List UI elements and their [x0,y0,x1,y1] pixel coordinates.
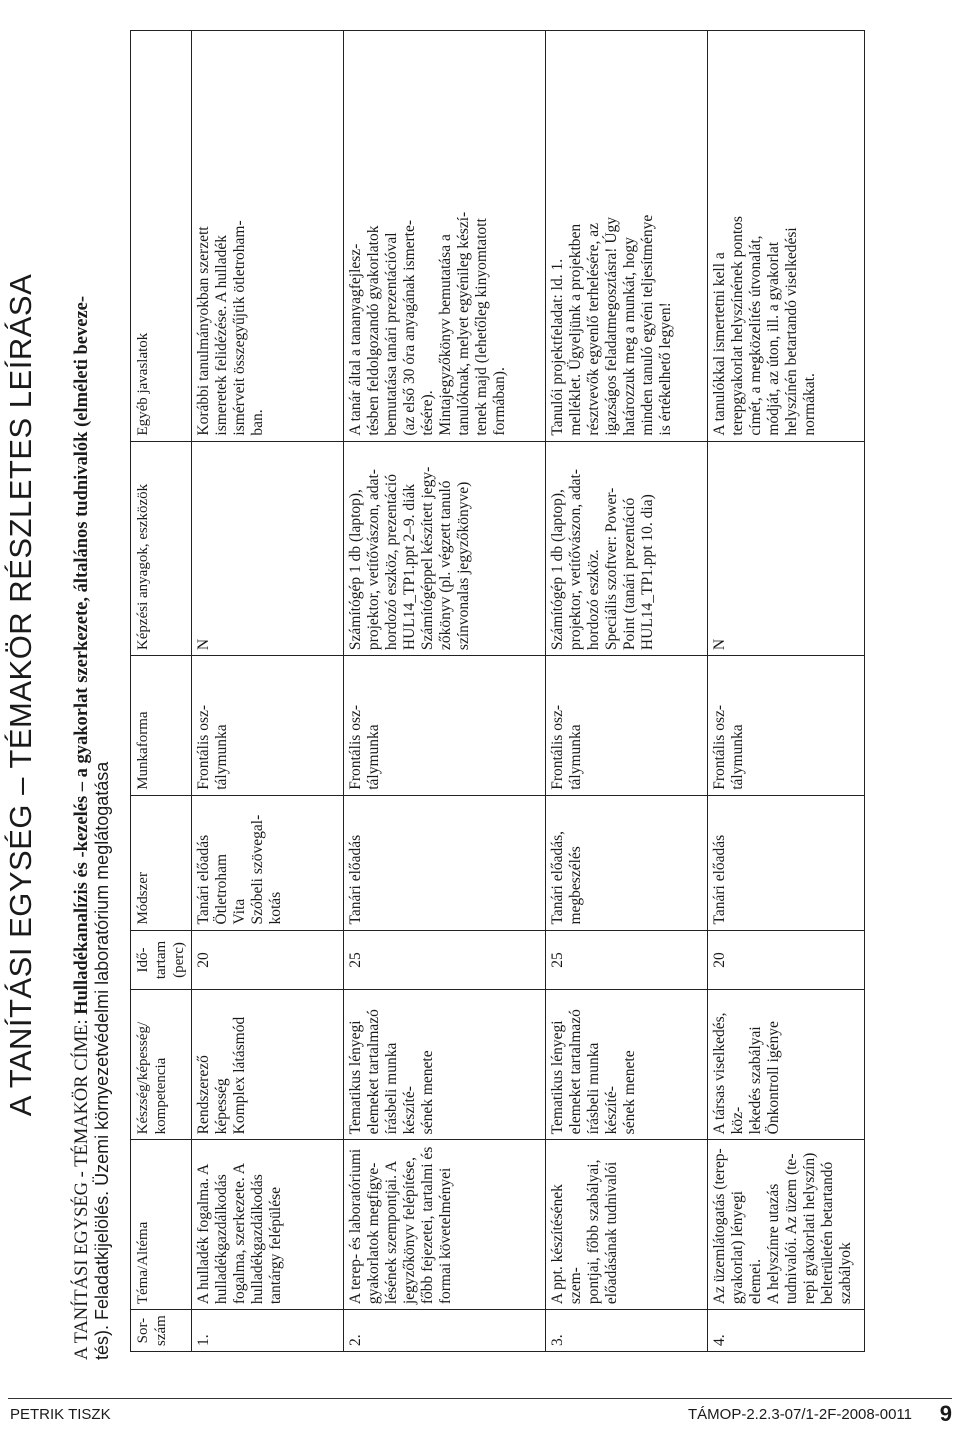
cell-line: projektor, vetítővászon, adat- [567,469,584,651]
cell-line: Módszer [135,872,151,925]
cell-line: Speciális szoftver: Power- [603,487,620,651]
cell-line: melléklet. Ügyeljünk a projektben [567,223,584,436]
cell-line: írásbeli munka készíté- [585,1042,620,1135]
cell-line: Tanulói projektfeladat: ld. 1. [549,258,566,436]
cell-line: A tanulókkal ismertetni kell a [711,252,728,436]
cell-line: Készség/képesség/ [135,1021,151,1135]
cell-line: tanulóknak, melyet egyénileg készí- [455,211,472,436]
cell-line: elemeket tartalmazó [567,1009,584,1135]
row-skill [192,990,344,1140]
cell-line: hulladékgazdálkodás [213,1174,230,1305]
lesson-table [130,30,865,1352]
cell-line: pontjai, főbb szabályai, [585,1159,602,1305]
cell-line: tenek majd (lehetőleg kinyomtatott [473,218,490,436]
row-topic [344,1140,546,1310]
cell-line: Számítógéppel készített jegy- [419,466,436,651]
table-header-row [131,31,192,1352]
cell-line: repi gyakorlati helyszín) [801,1152,818,1305]
table-row [192,31,344,1352]
row-topic [546,1140,708,1310]
cell-line: HUL14_TP1.ppt 2–9. diák [401,483,418,651]
cell-line: címét, a megközelítés útvonalát, [747,235,764,436]
row-number: 1. [192,1310,344,1352]
header-notes [131,31,192,442]
row-materials [546,441,708,655]
cell-line: tésére). [419,390,436,436]
cell-line: Számítógép 1 db (laptop), [549,489,566,651]
cell-line: A társas viselkedés, köz- [711,1012,746,1135]
cell-line: Frontális osz- [549,704,566,790]
cell-line: hordozó eszköz. [585,549,602,651]
row-duration: 20 [192,930,344,990]
page-title: A TANÍTÁSI EGYSÉG – TÉMAKÖR RÉSZLETES LEÍRÁSA [3,273,38,1117]
header-method [131,795,192,930]
cell-line: Képzési anyagok, eszközök [135,483,151,651]
cell-line: színvonalas jegyzőkönyve) [455,481,472,651]
cell-line: határozzuk meg a munkát, hogy [621,237,638,436]
cell-line: Korábbi tanulmányokban szerzett [195,226,212,436]
cell-line: tantárgy felépülése [267,1186,284,1305]
cell-line: belterületén betartandó [819,1161,836,1305]
cell-line: sének menete [419,1050,436,1135]
cell-line: tálymunka [213,724,230,790]
row-notes [708,31,865,442]
cell-line: Idő- [135,947,151,973]
cell-line: elemeket tartalmazó [365,1009,382,1135]
cell-line: Frontális osz- [711,704,728,790]
cell-line: ismérveit összegyűjtik ötletroham- [231,220,248,436]
cell-line: tudnivalói. Az üzem (te- [783,1153,800,1305]
cell-line: Tematikus lényegi [347,1020,364,1135]
cell-line: Komplex látásmód [231,1016,248,1135]
subtitle-prefix: A TANÍTÁSI EGYSÉG - TÉMAKÖR CÍME: [72,1014,92,1360]
cell-line: bemutatása tanári prezentációval [383,232,400,436]
cell-line: tésben feldolgozandó gyakorlatok [365,225,382,436]
table-row [708,31,865,1352]
cell-line: Mintajegyzőkönyv bemutatása a [437,234,454,436]
cell-line: N [711,638,728,651]
cell-line: tálymunka [365,724,382,790]
row-skill [344,990,546,1140]
cell-line: minden tanuló egyéni teljesítménye [639,214,656,436]
subtitle-line-1 [72,65,92,1360]
cell-line: helyszínén betartandó viselkedési [783,227,800,436]
cell-line: Az üzemlátogatás (terep- [711,1148,728,1305]
cell-line: Rendszerező képesség [195,1055,230,1135]
row-form [708,656,865,796]
cell-line: Tanári előadás [347,834,364,925]
row-notes [546,31,708,442]
cell-line: Tanári előadás [711,834,728,925]
cell-line: szabályok [837,1242,854,1305]
cell-line: zőkönyv (pl. végzett tanuló [437,480,454,651]
cell-line: hulladékgazdálkodás [249,1174,266,1305]
cell-line: projektor, vetítővászon, adat- [365,469,382,651]
cell-line: gyakorlatok megfigye- [365,1162,382,1305]
cell-line: A tanár által a tananyagfejlesz- [347,243,364,436]
cell-line: Számítógép 1 db (laptop), [347,489,364,651]
cell-line: Tanári előadás [195,834,212,925]
cell-line: Munkaforma [135,711,151,790]
row-materials [344,441,546,655]
cell-line: A terep- és laboratóriumi [347,1148,364,1305]
cell-line: főbb fejezetei, tartalmi és [419,1146,436,1305]
cell-line: tálymunka [729,724,746,790]
cell-line: Téma/Altéma [135,1221,151,1305]
row-skill [546,990,708,1140]
cell-line: is értékelhető legyen! [657,302,674,436]
footer-divider [8,1398,952,1399]
cell-line: résztvevők egyenlő terhelésére, az [585,223,602,436]
cell-line: kompetencia [153,1057,169,1135]
cell-line: írásbeli munka készíté- [383,1042,418,1135]
page-number: 9 [939,1401,952,1426]
cell-line: tartam [153,940,169,980]
row-form [546,656,708,796]
cell-line: normákat. [801,373,818,436]
cell-line: ban. [249,409,266,436]
header-topic [131,1140,192,1310]
cell-line: (perc) [171,942,187,978]
cell-line: sének menete [621,1050,638,1135]
row-method [192,795,344,930]
cell-line: terepgyakorlat helyszínének pontos [729,216,746,436]
cell-line: formában). [491,367,508,436]
row-skill [708,990,865,1140]
cell-line: HUL14_TP1.ppt 10. dia) [639,494,656,651]
cell-line: Vita [231,898,248,925]
header-duration [131,930,192,990]
cell-line: Önkontroll igénye [765,1021,782,1135]
cell-line: Frontális osz- [347,704,364,790]
footer-publisher: PETRIK TISZK [10,1406,111,1423]
unit-subtitle [72,65,112,1360]
row-method [546,795,708,930]
cell-line: Tanári előadás, [549,830,566,925]
row-notes [192,31,344,442]
row-materials [708,441,865,655]
table-row [344,31,546,1352]
header-skill [131,990,192,1140]
row-duration: 25 [546,930,708,990]
cell-line: megbeszélés [567,846,584,925]
cell-line: Ötletroham [213,853,230,925]
header-number [131,1310,192,1352]
row-form [192,656,344,796]
cell-line: (az első 30 óra anyagának ismerte- [401,219,418,436]
row-topic [708,1140,865,1310]
footer-project-code: TÁMOP-2.2.3-07/1-2F-2008-0011 [688,1406,912,1423]
row-materials [192,441,344,655]
cell-line: jegyzőkönyv felépítése, [401,1156,418,1305]
rotated-page [0,30,940,1360]
row-form [344,656,546,796]
subtitle-line-2: tés). Feladatkijelölés. Üzemi környezetvédelmi laboratórium meglátogatása [92,761,112,1360]
cell-line: hordozó eszköz, prezentáció [383,474,400,651]
row-method [344,795,546,930]
row-number: 3. [546,1310,708,1352]
header-materials [131,441,192,655]
cell-line: előadásának tudnivalói [603,1161,620,1305]
header-form [131,656,192,796]
cell-line: Tematikus lényegi [549,1020,566,1135]
cell-line: fogalma, szerkezete. A [231,1163,248,1305]
cell-line: kotás [267,891,284,925]
cell-line: Frontális osz- [195,704,212,790]
cell-line: Sor- [135,1317,151,1344]
row-number: 4. [708,1310,865,1352]
row-notes [344,31,546,442]
cell-line: N [195,638,212,651]
row-topic [192,1140,344,1310]
cell-line: tálymunka [567,724,584,790]
cell-line: szám [153,1315,169,1346]
row-duration: 20 [708,930,865,990]
cell-line: formai követelményei [437,1167,454,1305]
cell-line: igazságos feladatmegosztásra! Úgy [603,216,620,436]
table-row [546,31,708,1352]
cell-line: módját, az úton, ill. a gyakorlat [765,241,782,436]
row-number: 2. [344,1310,546,1352]
cell-line: Point (tanári prezentáció [621,497,638,651]
cell-line: A hulladék fogalma. A [195,1163,212,1305]
cell-line: gyakorlat) lényegi elemei. [729,1190,764,1305]
cell-line: ismeretek felidézése. A hulladék [213,235,230,436]
subtitle-bold: Hulladékanalízis és -kezelés – a gyakorlat szerkezete, általános tudnivalók (elméleti beveze- [72,295,92,1015]
cell-line: A ppt. készítésének szem- [549,1184,584,1305]
cell-line: A helyszínre utazás [765,1183,782,1305]
cell-line: lésének szempontjai. A [383,1160,400,1305]
row-method [708,795,865,930]
cell-line: Szóbeli szövegal- [249,814,266,925]
row-duration: 25 [344,930,546,990]
cell-line: lekedés szabályai [747,1026,764,1135]
cell-line: Egyéb javaslatok [135,332,151,436]
